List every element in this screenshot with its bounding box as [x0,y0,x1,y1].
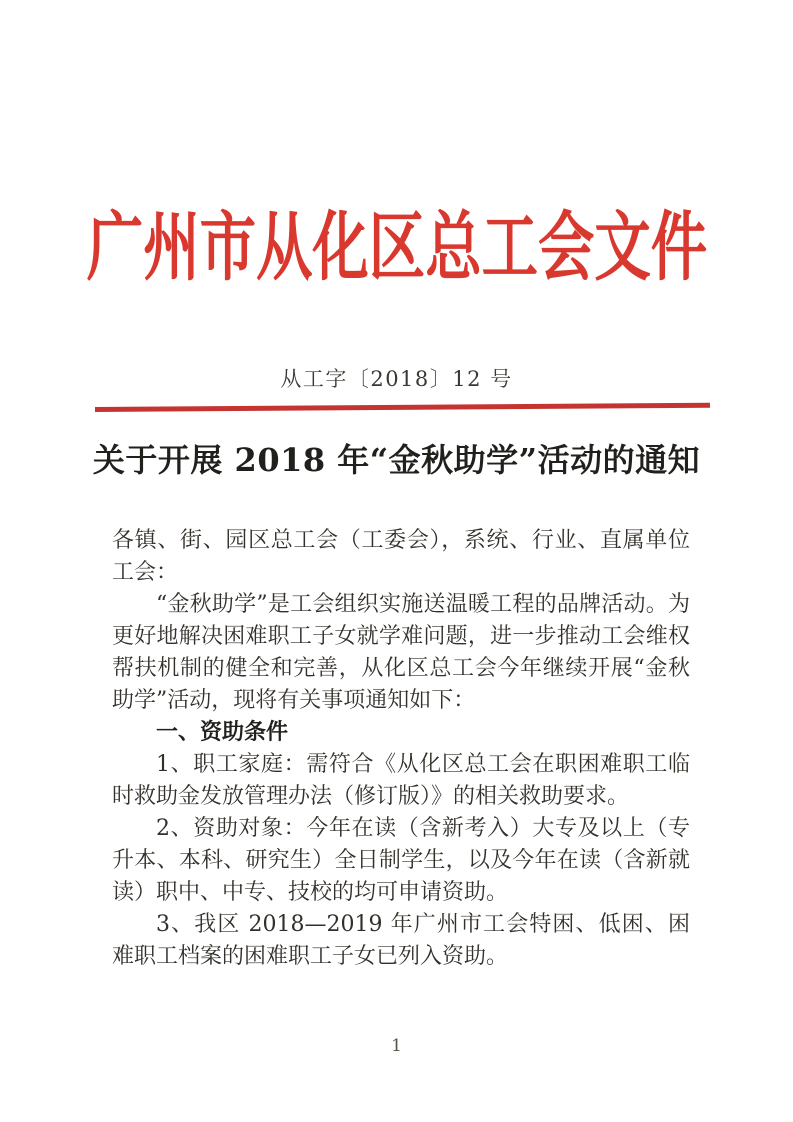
section-1-item-3: 3、我区 2018—2019 年广州市工会特困、低困、困难职工档案的困难职工子女已列入资助。 [112,912,690,969]
section-heading-1: 一、资助条件 [156,720,289,745]
document-number: 从工字〔2018〕12 号 [280,367,513,391]
section-1-item-1: 1、职工家庭：需符合《从化区总工会在职困难职工临时救助金发放管理办法（修订版）》的相关救助要求。 [112,752,690,809]
letterhead-banner [0,198,793,298]
red-divider-rule [95,403,710,412]
section-1-item-2: 2、资助对象：今年在读（含新考入）大专及以上（专升本、本科、研究生）全日制学生，以及今年在读（含新就读）职中、中专、技校的均可申请资助。 [112,816,690,905]
intro-paragraph: “金秋助学”是工会组织实施送温暖工程的品牌活动。为更好地解决困难职工子女就学难问题，进一步推动工会维权帮扶机制的健全和完善，从化区总工会今年继续开展“金秋助学”活动，现将有关事项通知如下： [112,592,690,713]
document-body [112,525,690,973]
letterhead-title: 广州市从化区总工会文件 [86,204,707,292]
document-title: 关于开展 2018 年“金秋助学”活动的通知 [92,441,701,479]
page-number: 1 [391,1036,402,1056]
salutation-line: 各镇、街、园区总工会（工委会），系统、行业、直属单位工会： [112,528,690,585]
